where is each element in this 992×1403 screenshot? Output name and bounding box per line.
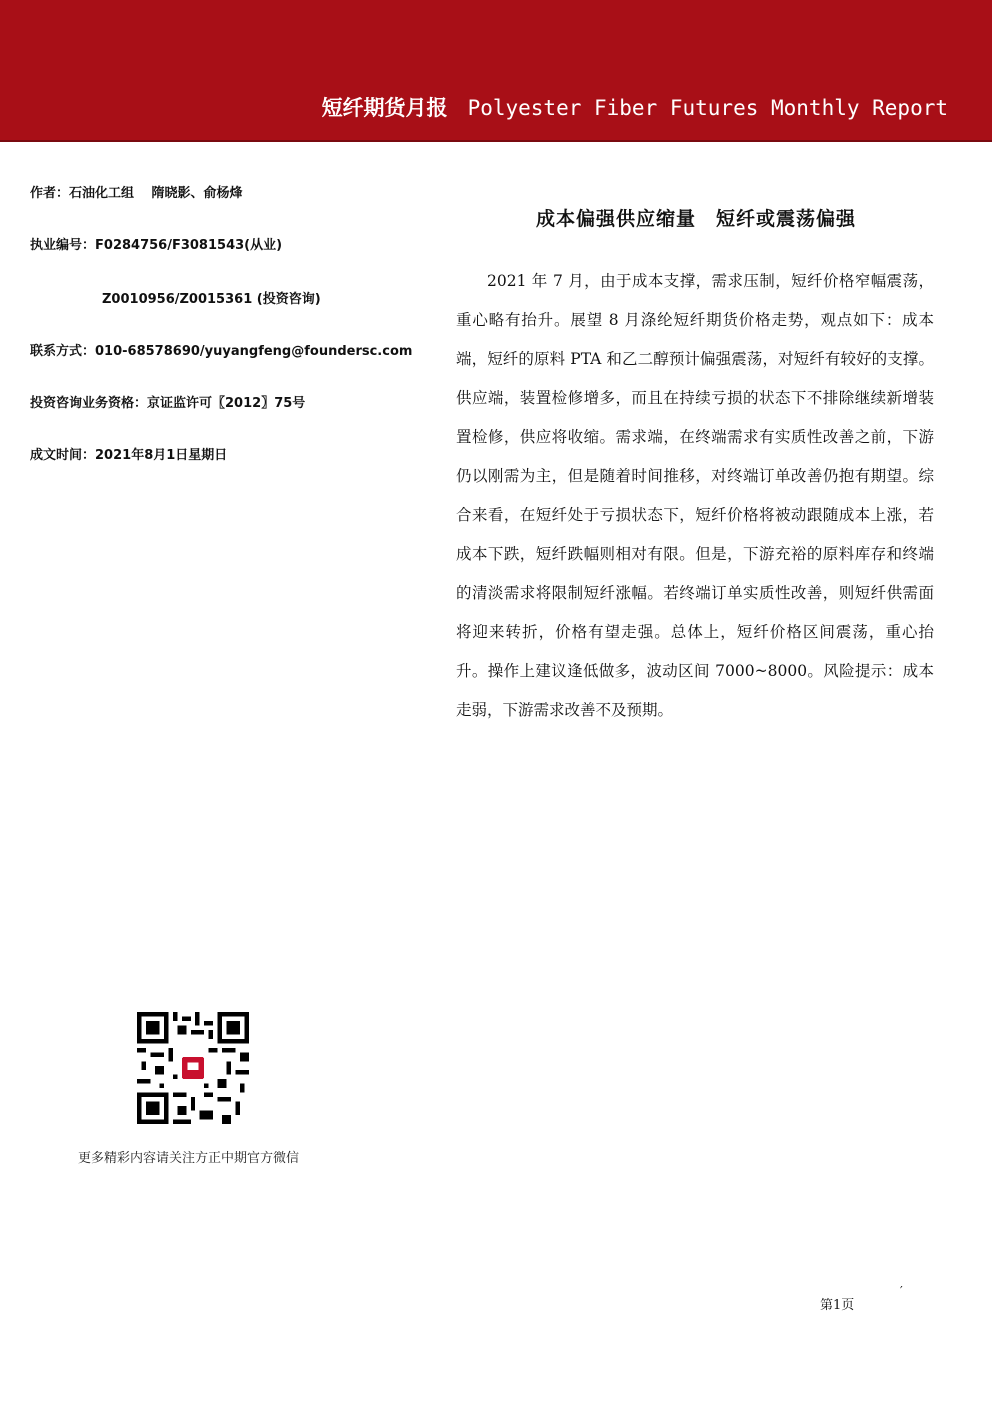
license-row-2	[102, 288, 321, 307]
date-row	[30, 444, 227, 463]
qr-code-icon	[136, 1012, 250, 1124]
qualification-value: 京证监许可〖2012〗75号	[147, 396, 306, 411]
article-title: 成本偏强供应缩量 短纤或震荡偏强	[535, 208, 856, 230]
qualification-label: 投资咨询业务资格：	[30, 396, 148, 411]
contact-value: 010-68578690/yuyangfeng@foundersc.com	[95, 344, 413, 359]
footer-mark: ′	[900, 1284, 903, 1298]
license-value-2: Z0010956/Z0015361 (投资咨询)	[102, 292, 321, 307]
license-value-1: F0284756/F3081543(从业)	[95, 238, 283, 253]
date-value: 2021年8月1日星期日	[95, 448, 228, 463]
qualification-row	[30, 392, 305, 411]
report-title-cn: 短纤期货月报	[321, 96, 448, 120]
page-number: 第1页	[820, 1298, 855, 1313]
date-label: 成文时间：	[30, 448, 96, 463]
license-label: 执业编号：	[30, 238, 96, 253]
author-value: 石油化工组 隋晓影、俞杨烽	[69, 186, 243, 201]
contact-row	[30, 340, 412, 359]
qr-caption: 更多精彩内容请关注方正中期官方微信	[78, 1151, 300, 1166]
author-row	[30, 182, 243, 201]
contact-label: 联系方式：	[30, 344, 96, 359]
license-row	[30, 234, 282, 253]
author-label: 作者：	[30, 186, 70, 201]
report-title	[322, 92, 948, 122]
article-body: 2021 年 7 月，由于成本支撑，需求压制，短纤价格窄幅震荡，重心略有抬升。展望 8 月涤纶短纤期货价格走势，观点如下：成本端，短纤的原料 PTA 和乙二醇预计偏强震荡，对短纤有较好的支撑。供应端，装置检修增多，而且在持续亏损的状态下不排除继续新增装置检修，供应将收缩。需求端，在终端需求有实质性改善之前，下游仍以刚需为主，但是随着时间推移，对终端订单改善仍抱有期望。综合来看，在短纤处于亏损状态下，短纤价格将被动跟随成本上涨，若成本下跌，短纤跌幅则相对有限。但是，下游充裕的原料库存和终端的清淡需求将限制短纤涨幅。若终端订单实质性改善，则短纤供需面将迎来转折，价格有望走强。总体上，短纤价格区间震荡，重心抬升。操作上建议逢低做多，波动区间 7000~8000。风险提示：成本走弱，下游需求改善不及预期。	[456, 272, 934, 719]
header-rule	[0, 140, 992, 142]
report-title-en: Polyester Fiber Futures Monthly Report	[467, 96, 948, 120]
